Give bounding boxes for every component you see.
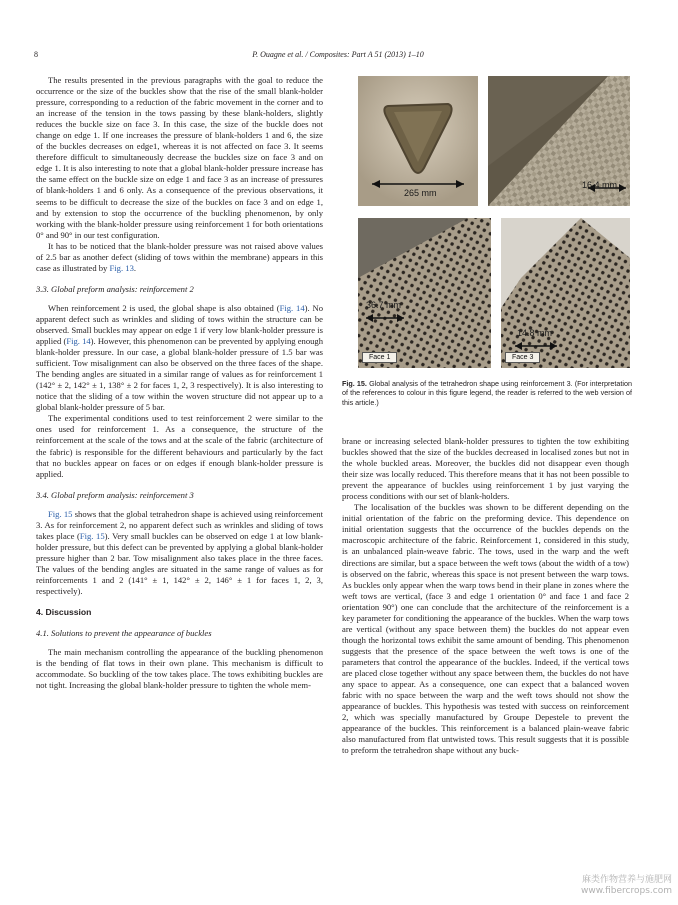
- paragraph: The results presented in the previous paragraphs with the goal to reduce the occurrence or the size of the buckles show that the rise of the small blank-holder pressure, corresponding to a reduction of the fabric movement in the corner and to an increase of the tension in the tows passing by these blank-holders, slightly reduces the buckle size on face 3. In this case, the size of the buckle does not change on edge 1. If one increases the pressure of blank-holders 1 and 6, the size of the buckles decreases on edge1, whereas it is not affected on face 3. It seems therefore difficult to simultaneously decrease the buckles size on face 3 and on edge 1. It is also interesting to note that a global blank-holder pressure increase has the same effect on the buckle size on edge 1 and face 3 as an increase of pressures of blank-holders 1 and 6 only. As a consequence of the previous observations, it seems to be difficult to decrease the size of the buckles on face 3 and on edge 1, and by extension to stop the occurrence of the buckling phenomenon, by only working with the blank-holder pressure using reinforcement 1 for both orientations 0° and 90° in our test configuration.: [36, 75, 323, 240]
- figure-15: [358, 76, 630, 371]
- watermark: 麻类作物营养与施肥网 www.fibercrops.com: [581, 875, 672, 896]
- section-heading-4-1: 4.1. Solutions to prevent the appearance of buckles: [36, 628, 212, 639]
- section-heading-4: 4. Discussion: [36, 607, 92, 618]
- section-heading-3-4: 3.4. Global preform analysis: reinforcement 3: [36, 489, 194, 500]
- figure-link[interactable]: Fig. 14: [279, 302, 305, 313]
- paragraph: It has to be noticed that the blank-holder pressure was not raised above values of 2.5 bar as another defect (sliding of tows within the membrane) appears in this case as illustrated by Fig. 13.: [36, 240, 323, 273]
- photo-edge-view: [488, 76, 630, 206]
- photo-top-view: [358, 76, 478, 206]
- paragraph: When reinforcement 2 is used, the global shape is also obtained (Fig. 14). No apparent defect such as wrinkles and sliding of tows within the structure can be observed. Small buckles may appear on edge 1 if very low blank-holder pressure is applied (Fig. 14). However, this phenomenon can be prevented by applying enough blank-holder pressure. In our case, a global blank-holder pressure of 1.5 bar was sufficient. Tow misalignment can also be observed on the three faces of the shape. The bending angles are situated in a similar range of values as for reinforcement 1 (142° ± 2, 142° ± 1, 138° ± 2 for faces 1, 2, 3 respectively). It is also interesting to notice that the sliding of a tow within the woven structure did not appear up to a global blank-holder pressure of 5 bar.: [36, 302, 324, 413]
- face-tag: Face 1: [362, 352, 397, 363]
- right-column: [342, 436, 629, 756]
- photo-face-1: [358, 218, 491, 368]
- paragraph: The main mechanism controlling the appearance of the buckling phenomenon is the bending of flat tows in their own plane. This mechanism is difficult to accommodate. So buckling of the tow takes place. The tows exhibiting buckles are not tight. Increasing the global blank-holder pressure to tighten the whole mem-: [36, 647, 323, 691]
- paragraph: brane or increasing selected blank-holder pressures to tighten the tow exhibiting buckles showed that the size of the buckles decreased in localised zones but not in the whole buckled areas. Moreover, the buckles did not disappear even though their size was locally reduced. This therefore means that it has not been possible to prevent the appearance of buckles using reinforcement 1 by just varying the process conditions with our set of blank-holders.: [342, 436, 629, 502]
- paragraph: The localisation of the buckles was shown to be different depending on the initial orientation of the fabric on the preforming device. This dependence on initial orientation suggests that the occurrence of the buckles depends on the macroscopic architecture of the fabric. Reinforcement 1, considered in this study, is an unbalanced plain-weave fabric. The tows, used in the warp and the weft directions are similar, but a space between the weft tows (about the width of a tow) is observed on the fabric, whereas this space is not present between the warp tows. As buckles only appear when the warp tows bend in their plane in zones where the weft tows are vertical, (face 3 and edge 1 orientation 0° and face 1 and face 2 orientation 90°) one can conclude that the architecture of the reinforcement is a key parameter for conditioning the appearance of the buckles. When the warp tows are vertical (without any space between them) the buckles do not appear even though the horizontal tows exhibit the same amount of bending. This phenomenon suggests that the presence of the space between the weft tows is one of the parameters that control the appearance of the buckles. Indeed, if the vertical tows are placed close together without any space between them, the buckles do not have any space to appear. As a consequence, one can expect that a balanced woven fabric with no space between the warp and the weft tows should not show the appearance of buckles. This hypothesis was tested with success on reinforcement 2, which was specially manufactured by Groupe Depestele to prevent the appearance of the buckles. This reinforcement is a balanced plain-weave fabric also manufactured from flat untwisted tows. This result suggests that it is possible to preform the tetrahedron shape without any buck-: [342, 502, 629, 756]
- journal-citation: P. Ouagne et al. / Composites: Part A 51 (2013) 1–10: [252, 50, 424, 59]
- page-number: 8: [34, 50, 38, 59]
- section-heading-3-3: 3.3. Global preform analysis: reinforcement 2: [36, 283, 194, 294]
- paragraph: Fig. 15 shows that the global tetrahedron shape is achieved using reinforcement 3. As for reinforcement 2, no apparent defect such as wrinkles and sliding of tows takes place (Fig. 15). Very small buckles can be observed on edge 1 at low blank-holder pressure, but this defect can be prevented by applying a global blank-holder pressure higher than 2 bar. Tow misalignment also takes place in the three faces. The values of the bending angles are situated in the same range of values as for reinforcements 1 and 2 (141° ± 1, 142° ± 2, 146° ± 1 for faces 1, 2, 3, respectively).: [36, 508, 323, 597]
- figure-link[interactable]: Fig. 13: [109, 262, 134, 273]
- figure-link[interactable]: Fig. 14: [66, 336, 91, 347]
- figure-link[interactable]: Fig. 15: [48, 508, 73, 519]
- dimension-label: 14.8 mm: [517, 328, 553, 338]
- dimension-label: 36.7 mm: [366, 300, 402, 310]
- photo-face-3: [501, 218, 630, 368]
- dimension-label: 265 mm: [404, 188, 437, 198]
- figure-link[interactable]: Fig. 15: [79, 530, 105, 541]
- figure-caption: Fig. 15. Global analysis of the tetrahedron shape using reinforcement 3. (For interpretation of the references to colour in this figure legend, the reader is referred to the web version of this article.): [342, 379, 633, 407]
- paragraph: The experimental conditions used to test reinforcement 2 were similar to the ones used for reinforcement 1. As a consequence, the structure of the reinforcement at the scale of the tows and at the scale of the fabric (architecture of the fabric) is responsible for the different behaviours and particularly by the fact that no buckles appear on faces or on edges if enough blank-holder pressure is applied.: [36, 413, 323, 479]
- dimension-label: 16.4 mm: [582, 180, 618, 190]
- face-tag: Face 3: [505, 352, 540, 363]
- left-column: [36, 75, 323, 691]
- running-header: [34, 50, 642, 64]
